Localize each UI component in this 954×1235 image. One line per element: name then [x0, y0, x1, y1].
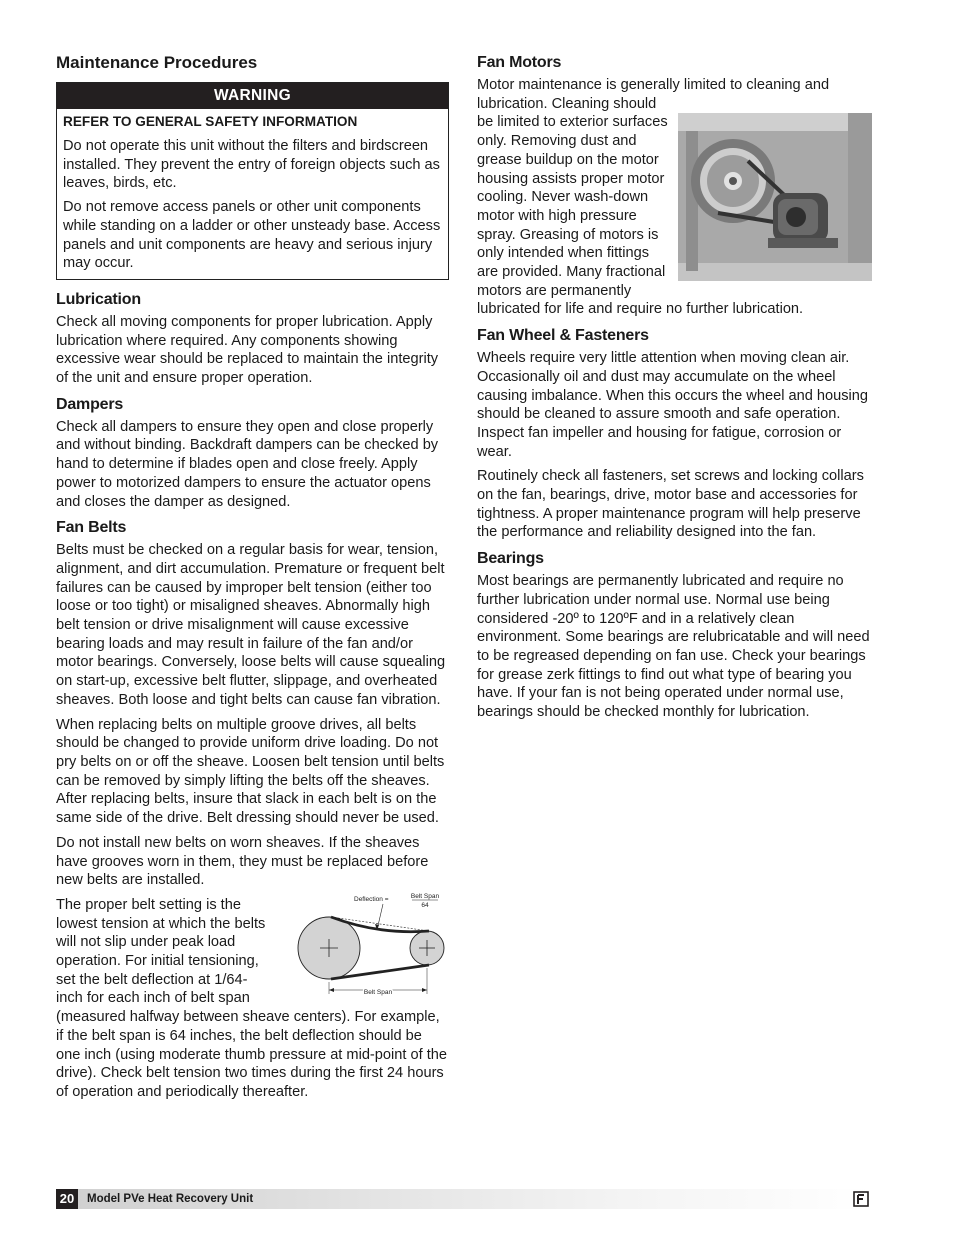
fan-motors-block [477, 76, 872, 319]
page-number: 20 [56, 1189, 78, 1209]
fan-motors-heading: Fan Motors [477, 54, 562, 71]
left-column [56, 52, 449, 1108]
right-column [477, 52, 872, 728]
bearings-paragraph: Most bearings are permanently lubricated and require no further lubrication under normal use. Normal use being considered -20º to 120ºF and in a relatively clean environment. Some bearings are relubricatable and will need to be regreased depending on fan use. Check your bearings for grease zerk fittings to find out what type of bearing you have. If your fan is not being operated under normal use, bearings should be checked monthly for lubrication. [477, 573, 870, 721]
diagram-deflection-label: Deflection = [354, 895, 389, 903]
warning-subheader: REFER TO GENERAL SAFETY INFORMATION [63, 114, 358, 129]
belt-deflection-diagram [279, 890, 449, 998]
fan-motors-paragraph: Motor maintenance is generally limited to cleaning and lubrication. Cleaning should be limited to exterior surfaces only. Removing dust and grease buildup on the motor housing assists proper motor cooling. Never wash-down motor with high pressure spray. Greasing of motors is only intended when fittings are provided. Many fractional motors are permanently lubricated for life and require no further lubrication. [477, 77, 830, 318]
fan-belts-paragraph-1: Belts must be checked on a regular basis for wear, tension, alignment, and dirt accumulation. Premature or frequent belt failures can be caused by improper belt tension (either too loose or too tight) or misaligned sheaves. Abnormally high belt tension or drive misalignment will cause excessive bearing loads and may result in failure of the fan and/or motor bearings. Conversely, loose belts will cause squealing on start-up, excessive belt flutter, slippage, and overheated sheaves. Both loose and tight belts can cause fan vibration. [56, 542, 446, 708]
fan-wheel-paragraph-1: Wheels require very little attention when moving clean air. Occasionally oil and dust may accumulate on the wheel causing imbalance. When this occurs the wheel and housing should be cleaned to assure smooth and safe operation. Inspect fan impeller and housing for fatigue, corrosion or wear. [477, 350, 869, 460]
fan-belts-paragraph-4: The proper belt setting is the lowest tension at which the belts will not slip under peak load operation. For initial tensioning, set the belt deflection at 1/64-inch for each inch of belt span (measured halfway between sheave centers). For example, if the belt span is 64 inches, the belt deflection should be one inch (using moderate thumb pressure at mid-point of the drive). Check belt tension two times during the first 24 hours of operation and periodically thereafter. [56, 896, 448, 1100]
bearings-heading: Bearings [477, 550, 544, 568]
fan-belts-paragraph-3: Do not install new belts on worn sheaves. If the sheaves have grooves worn in them, they must be replaced before new belts are installed. [56, 834, 429, 889]
warning-header: WARNING [57, 83, 448, 109]
fan-belts-heading: Fan Belts [56, 519, 127, 537]
warning-box [56, 82, 449, 280]
lubrication-heading: Lubrication [56, 290, 141, 308]
fan-wheel-paragraph-2: Routinely check all fasteners, set screws and locking collars on the fan, bearings, drive, motor base and accessories for tightness. A proper maintenance program will help preserve the performance and reliability designed into the fan. [477, 468, 864, 541]
page-title: Maintenance Procedures [56, 53, 258, 72]
fan-belts-paragraph-2: When replacing belts on multiple groove drives, all belts should be changed to provide uniform drive loading. Do not pry belts on or off the sheave. Loosen belt tension until belts can be removed by simply lifting the belts off the sheaves. After replacing belts, insure that slack in each belt is on the same side of the drive. Belt dressing should never be used. [56, 716, 445, 827]
footer-title: Model PVe Heat Recovery Unit [87, 1193, 254, 1205]
diagram-fraction-denominator: 64 [421, 901, 429, 909]
diagram-span-label: Belt Span [363, 988, 393, 996]
fan-wheel-heading: Fan Wheel & Fasteners [477, 327, 649, 345]
page-footer [56, 1189, 871, 1209]
diagram-fraction-numerator: Belt Span [410, 892, 440, 900]
warning-paragraph-1: Do not operate this unit without the filters and birdscreen installed. They prevent the entry of foreign objects such as leaves, birds, etc. [63, 138, 440, 192]
fan-motor-photo [678, 113, 872, 286]
dampers-paragraph: Check all dampers to ensure they open and close properly and without binding. Backdraft dampers can be checked by hand to determine if blades open and close freely. Apply power to motorized dampers to ensure the actuator opens and closes the damper as designed. [56, 418, 439, 510]
brand-logo-icon [853, 1191, 869, 1207]
dampers-heading: Dampers [56, 395, 124, 413]
lubrication-paragraph: Check all moving components for proper lubrication. Apply lubrication where required. Any components showing excessive wear should be replaced to maintain the integrity of the unit and ensure proper operation. [56, 313, 439, 387]
warning-body [57, 109, 448, 279]
warning-paragraph-2: Do not remove access panels or other unit components while standing on a ladder or other unsteady base. Access panels and unit components are heavy and serious injury may occur. [63, 199, 441, 272]
